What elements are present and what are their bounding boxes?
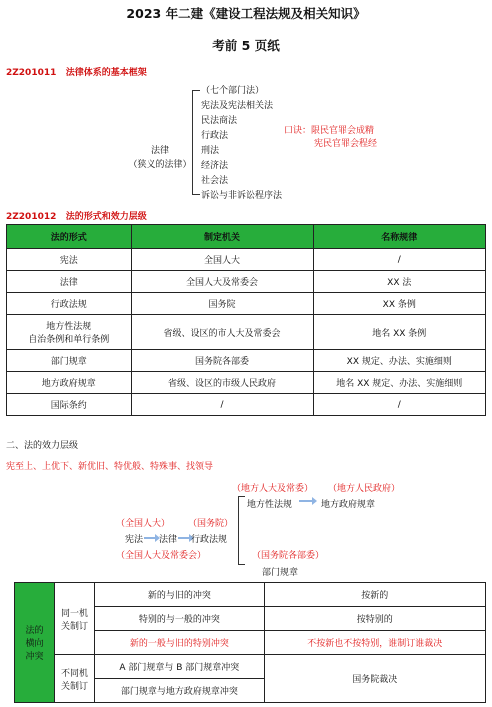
table-row: [7, 350, 486, 372]
tree-branch: 诉讼与非诉讼程序法: [201, 191, 283, 201]
tree-branch: 刑法: [201, 146, 220, 156]
arrow-icon: [299, 497, 317, 505]
tree-branch: 经济法: [201, 161, 229, 171]
table-header: 法的形式: [7, 225, 132, 249]
table-cell-name: XX 法: [313, 271, 485, 293]
section1-heading: [6, 65, 147, 78]
side-label-line: 法的: [25, 626, 44, 636]
tree-branch: 行政法: [201, 131, 229, 141]
group-label-line: 同一机: [61, 608, 89, 619]
table-cell-form-line2: 自治条例和单行条例: [28, 335, 110, 345]
diagram-annot: （地方人民政府）: [328, 484, 401, 494]
tree-branches: [201, 84, 282, 204]
group-label-line: 关制订: [61, 621, 89, 632]
diagram-annot: （地方人大及常委）: [232, 484, 314, 494]
tree-branch: （七个部门法）: [201, 86, 265, 96]
section1-title: 法律体系的基本框架: [65, 68, 147, 78]
table-cell-form: 部门规章: [7, 350, 132, 372]
table-header-row: [7, 225, 486, 249]
table-cell-form: 地方政府规章: [7, 372, 132, 394]
tree-root-sub: （狭义的法律）: [128, 160, 192, 170]
table-cell-name: XX 条例: [313, 293, 485, 315]
table-cell-form: 行政法规: [7, 293, 132, 315]
page-title: 2023 年二建《建设工程法规及相关知识》: [126, 6, 366, 21]
table-cell-org: 全国人大: [131, 249, 313, 271]
table-cell-org: 省级、设区的市级人民政府: [131, 372, 313, 394]
side-label-line: 冲突: [25, 652, 44, 662]
mnemonic-line2: 宪民官罪会程经: [314, 139, 378, 149]
group-label-line: 关制订: [61, 681, 89, 692]
table-cell-org: 国务院各部委: [131, 350, 313, 372]
tree-root-label: 法律: [150, 146, 169, 156]
conflict-case: 新的一般与旧的特别冲突: [95, 631, 265, 655]
table-cell-form: [7, 315, 132, 350]
table-cell-name: /: [313, 394, 485, 416]
page-subtitle: 考前 5 页纸: [212, 38, 280, 53]
group-label-same: [55, 583, 95, 655]
table-cell-form-line1: 地方性法规: [46, 322, 92, 332]
hierarchy-rule: 宪至上、上优下、新优旧、特优般、特殊事、找领导: [6, 462, 214, 472]
conflict-case: 新的与旧的冲突: [95, 583, 265, 607]
table-cell-name: 地名 XX 条例: [313, 315, 485, 350]
section2-heading: [6, 209, 147, 222]
table-row: [7, 271, 486, 293]
section3-heading: 二、法的效力层级: [6, 441, 79, 451]
diagram-bracket: [238, 496, 245, 565]
table-header: 制定机关: [131, 225, 313, 249]
table-cell-form: 国际条约: [7, 394, 132, 416]
conflict-case: 特别的与一般的冲突: [95, 607, 265, 631]
diagram-node-difangzf: 地方政府规章: [321, 500, 376, 510]
diagram-annot: （全国人大）: [116, 519, 171, 529]
diagram-node-bumen: 部门规章: [262, 568, 299, 578]
law-forms-table: [6, 224, 486, 416]
tree-branch: 民法商法: [201, 116, 238, 126]
section2-code: 2Z201012: [6, 212, 57, 222]
table-cell-org: 省级、设区的市人大及常委会: [131, 315, 313, 350]
table-cell-form: 宪法: [7, 249, 132, 271]
section2-title: 法的形式和效力层级: [65, 212, 147, 222]
conflict-case: 部门规章与地方政府规章冲突: [95, 679, 265, 703]
diagram-annot: （国务院）: [188, 519, 234, 529]
diagram-node-xianfa: 宪法: [125, 535, 144, 545]
side-label: [15, 583, 55, 703]
side-label-line: 横向: [25, 639, 44, 649]
table-cell-org: /: [131, 394, 313, 416]
tree-branch: 社会法: [201, 176, 229, 186]
table-cell-name: /: [313, 249, 485, 271]
table-row: [7, 372, 486, 394]
conflict-rule: 按特别的: [264, 607, 485, 631]
conflict-table: [14, 582, 486, 703]
conflict-rule: 国务院裁决: [264, 655, 485, 703]
table-header: 名称规律: [313, 225, 485, 249]
diagram-node-falv: 法律: [159, 535, 178, 545]
conflict-rule: 按新的: [264, 583, 485, 607]
diagram-node-xingzheng: 行政法规: [191, 535, 228, 545]
conflict-case: A 部门规章与 B 部门规章冲突: [95, 655, 265, 679]
table-cell-org: 全国人大及常委会: [131, 271, 313, 293]
table-row: [15, 583, 486, 607]
table-row: [7, 394, 486, 416]
arrow-icon: [144, 534, 160, 542]
diagram-annot: （国务院各部委）: [252, 551, 325, 561]
tree-bracket: [192, 90, 200, 195]
tree-branch: 宪法及宪法相关法: [201, 101, 274, 111]
table-cell-org: 国务院: [131, 293, 313, 315]
table-cell-name: XX 规定、办法、实施细则: [313, 350, 485, 372]
table-row: [15, 655, 486, 679]
diagram-annot: （全国人大及常委会）: [116, 551, 207, 561]
group-label-diff: [55, 655, 95, 703]
conflict-rule: 不按新也不按特别，谁制订谁裁决: [264, 631, 485, 655]
table-row: [7, 249, 486, 271]
mnemonic-line1: 口诀：限民官罪会成精: [284, 126, 375, 136]
diagram-node-difang: 地方性法规: [247, 500, 293, 510]
table-row: [7, 293, 486, 315]
section1-code: 2Z201011: [6, 68, 57, 78]
group-label-line: 不同机: [61, 668, 89, 679]
table-row: [7, 315, 486, 350]
table-cell-name: 地名 XX 规定、办法、实施细则: [313, 372, 485, 394]
table-cell-form: 法律: [7, 271, 132, 293]
